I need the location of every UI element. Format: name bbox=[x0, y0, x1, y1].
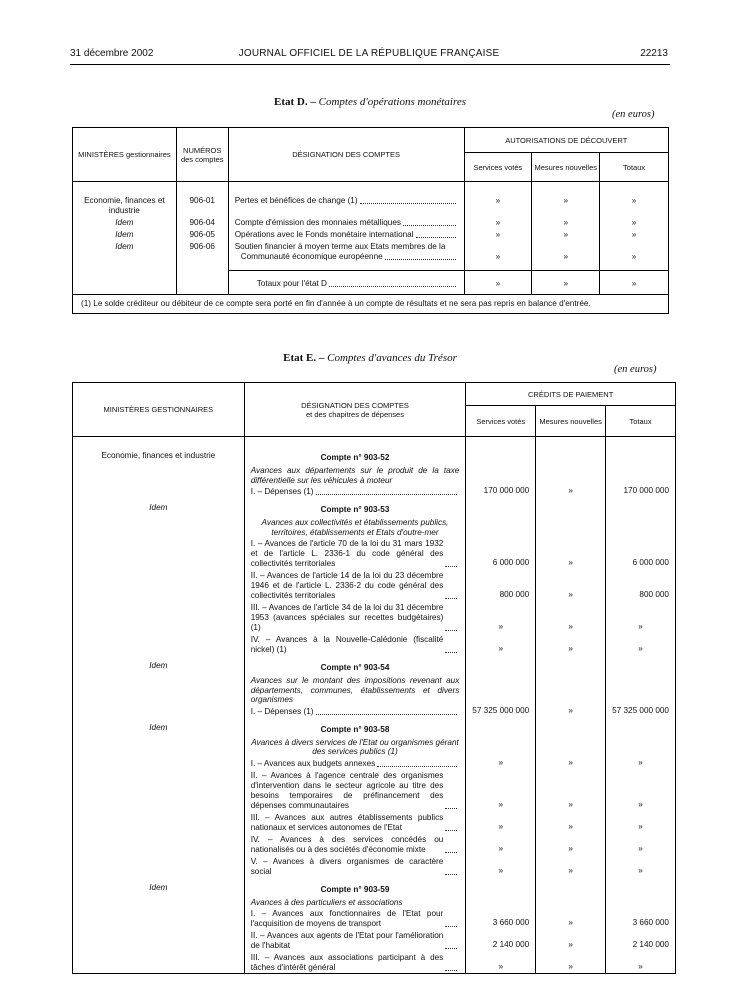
block-intitule: Avances sur le montant des impositions revenant aux départements, communes, établissements et divers organismes bbox=[250, 676, 460, 704]
empty-cell bbox=[536, 717, 606, 757]
block-designation bbox=[244, 877, 466, 908]
col-services-votes: Services votés bbox=[464, 153, 532, 182]
dot-leader bbox=[445, 830, 457, 831]
line-text-wrap bbox=[251, 487, 460, 497]
line-designation bbox=[244, 769, 466, 811]
line-services-votes: » bbox=[466, 833, 536, 855]
line-designation bbox=[244, 633, 466, 655]
line-designation bbox=[244, 929, 466, 951]
row-designation: Soutien financier à moyen terme aux Etats membres de la bbox=[234, 242, 446, 251]
row-sv: » bbox=[464, 182, 532, 217]
line-totaux: » bbox=[606, 769, 676, 811]
empty-cell bbox=[73, 833, 245, 855]
line-text-wrap bbox=[251, 953, 460, 973]
line-services-votes: » bbox=[466, 951, 536, 974]
row-ministere: Idem bbox=[115, 242, 134, 251]
line-mesures-nouvelles: » bbox=[536, 811, 606, 833]
line-text: IV. – Avances à la Nouvelle-Calédonie (fiscalité nickel) (1) bbox=[250, 635, 444, 654]
etat-e-table bbox=[72, 382, 676, 974]
line-text-wrap bbox=[251, 835, 460, 855]
block-ministere: Idem bbox=[149, 722, 168, 732]
compte-block-header bbox=[73, 437, 676, 486]
empty-cell bbox=[73, 537, 245, 569]
empty-cell bbox=[466, 655, 536, 705]
compte-block-header bbox=[73, 497, 676, 537]
line-text: I. – Dépenses (1) bbox=[250, 487, 314, 496]
etat-d-row bbox=[73, 228, 669, 240]
line-mesures-nouvelles: » bbox=[536, 833, 606, 855]
expense-line bbox=[73, 769, 676, 811]
col-designation bbox=[244, 383, 466, 437]
expense-line bbox=[73, 485, 676, 497]
row-sv: » bbox=[464, 228, 532, 240]
block-compte-number: Compte n° 903-59 bbox=[320, 884, 390, 894]
row-mn: » bbox=[532, 228, 600, 240]
line-services-votes: 57 325 000 000 bbox=[466, 705, 536, 717]
row-numero: 906-01 bbox=[176, 182, 228, 217]
line-services-votes: » bbox=[466, 811, 536, 833]
col-designation: DÉSIGNATION DES COMPTES bbox=[228, 128, 464, 182]
row-numero: 906-06 bbox=[176, 240, 228, 271]
line-totaux: » bbox=[606, 951, 676, 974]
empty-cell bbox=[73, 601, 245, 633]
row-numero: 906-04 bbox=[176, 216, 228, 228]
line-totaux: 2 140 000 bbox=[606, 929, 676, 951]
line-services-votes: » bbox=[466, 769, 536, 811]
dot-leader bbox=[445, 970, 457, 971]
col-credits: CRÉDITS DE PAIEMENT bbox=[466, 383, 676, 406]
line-designation bbox=[244, 907, 466, 929]
line-designation bbox=[244, 601, 466, 633]
row-ministere: Idem bbox=[115, 218, 134, 227]
dot-leader bbox=[445, 926, 457, 927]
line-mesures-nouvelles: » bbox=[536, 769, 606, 811]
empty-cell bbox=[606, 497, 676, 537]
col-designation-b: et des chapitres de dépenses bbox=[306, 409, 404, 419]
etat-e-unit: (en euros) bbox=[614, 364, 657, 375]
empty-cell bbox=[73, 485, 245, 497]
line-mesures-nouvelles: » bbox=[536, 601, 606, 633]
line-totaux: » bbox=[606, 855, 676, 877]
total-label: Totaux pour l'état D bbox=[256, 279, 327, 288]
header-rule bbox=[70, 64, 670, 65]
row-designation: Pertes et bénéfices de change (1) bbox=[234, 196, 358, 205]
line-totaux: 800 000 bbox=[606, 569, 676, 601]
line-text: I. – Avances de l'article 70 de la loi du 31 mars 1932 et de l'article L. 2336-1 du code général des collectivités territoriales bbox=[250, 539, 444, 568]
block-designation bbox=[244, 497, 466, 537]
line-text: IV. – Avances à des services concédés ou nationalisés ou à des sociétés d'économie mixte bbox=[250, 834, 444, 854]
block-ministere: Economie, finances et industrie bbox=[101, 451, 216, 460]
line-text-wrap bbox=[251, 539, 460, 569]
expense-line bbox=[73, 855, 676, 877]
etat-d-total-row bbox=[73, 271, 669, 295]
expense-line bbox=[73, 569, 676, 601]
empty-cell bbox=[73, 811, 245, 833]
expense-line bbox=[73, 929, 676, 951]
etat-d-title-bold: Etat D. – bbox=[274, 96, 316, 108]
col-mesures-nouvelles: Mesures nouvelles bbox=[536, 406, 606, 437]
row-designation-cont: Communauté économique européenne bbox=[240, 252, 383, 261]
etat-d-title bbox=[70, 96, 670, 108]
etat-e-title-bold: Etat E. – bbox=[283, 352, 325, 364]
line-totaux: 6 000 000 bbox=[606, 537, 676, 569]
empty-cell bbox=[536, 655, 606, 705]
line-mesures-nouvelles: » bbox=[536, 951, 606, 974]
line-text-wrap bbox=[251, 603, 460, 633]
expense-line bbox=[73, 601, 676, 633]
row-tot: » bbox=[600, 182, 669, 217]
line-services-votes: » bbox=[466, 855, 536, 877]
etat-d-row bbox=[73, 182, 669, 217]
dot-leader bbox=[316, 494, 458, 495]
line-services-votes: 800 000 bbox=[466, 569, 536, 601]
total-tot: » bbox=[600, 271, 669, 295]
row-ministere: Idem bbox=[115, 230, 134, 239]
row-tot: » bbox=[600, 240, 669, 271]
block-designation bbox=[244, 717, 466, 757]
expense-line bbox=[73, 537, 676, 569]
etat-d-unit: (en euros) bbox=[612, 109, 655, 120]
etat-d-title-italic: Comptes d'opérations monétaires bbox=[318, 96, 466, 108]
col-numeros: NUMÉROS des comptes bbox=[176, 128, 228, 182]
row-mn: » bbox=[532, 216, 600, 228]
empty-cell bbox=[73, 769, 245, 811]
empty-cell bbox=[536, 877, 606, 908]
empty-cell bbox=[73, 633, 245, 655]
col-totaux: Totaux bbox=[606, 406, 676, 437]
expense-line bbox=[73, 633, 676, 655]
line-text: II. – Avances de l'article 14 de la loi du 23 décembre 1946 et de l'article L. 2336-2 du code général des collectivités territoriales bbox=[250, 571, 444, 600]
block-compte-number: Compte n° 903-53 bbox=[320, 505, 390, 514]
empty-cell bbox=[73, 855, 245, 877]
col-services-votes: Services votés bbox=[466, 406, 536, 437]
compte-block-header bbox=[73, 655, 676, 705]
row-tot: » bbox=[600, 228, 669, 240]
line-services-votes: » bbox=[466, 601, 536, 633]
block-intitule: Avances à des particuliers et associations bbox=[250, 897, 403, 907]
line-totaux: 3 660 000 bbox=[606, 907, 676, 929]
empty-cell bbox=[606, 655, 676, 705]
line-text: II. – Avances aux agents de l'Etat pour l'amélioration de l'habitat bbox=[250, 931, 444, 950]
line-text-wrap bbox=[251, 707, 460, 717]
line-mesures-nouvelles: » bbox=[536, 569, 606, 601]
empty-cell bbox=[606, 437, 676, 486]
dot-leader bbox=[445, 808, 457, 809]
empty-cell bbox=[606, 717, 676, 757]
line-text: I. – Avances aux budgets annexes bbox=[250, 758, 376, 768]
empty-cell bbox=[466, 877, 536, 908]
expense-line bbox=[73, 811, 676, 833]
expense-line bbox=[73, 833, 676, 855]
empty-cell bbox=[536, 437, 606, 486]
row-designation: Opérations avec le Fonds monétaire international bbox=[234, 230, 414, 239]
etat-d-row bbox=[73, 240, 669, 271]
dot-leader bbox=[445, 598, 457, 599]
line-services-votes: 2 140 000 bbox=[466, 929, 536, 951]
line-designation bbox=[244, 569, 466, 601]
empty-cell bbox=[606, 877, 676, 908]
line-text: II. – Avances à l'agence centrale des organismes d'intervention dans le secteur agricole au titre des besoins temporaires de préfinancement des dépenses communautaires bbox=[250, 770, 444, 810]
row-designation: Compte d'émission des monnaies métalliques bbox=[234, 218, 401, 227]
etat-d-footnote: (1) Le solde créditeur ou débiteur de ce compte sera porté en fin d'année à un compte de résultats et ne sera pas repris en balance d'entrée. bbox=[73, 295, 669, 314]
line-mesures-nouvelles: » bbox=[536, 757, 606, 769]
line-text-wrap bbox=[251, 931, 460, 951]
expense-line bbox=[73, 907, 676, 929]
block-intitule: Avances aux collectivités et établissements publics, territoires, établissements et Etats d'outre-mer bbox=[261, 518, 449, 537]
line-designation bbox=[244, 537, 466, 569]
line-designation bbox=[244, 757, 466, 769]
total-sv: » bbox=[464, 271, 532, 295]
dot-leader bbox=[445, 630, 457, 631]
line-text: V. – Avances à divers organismes de caractère social bbox=[250, 856, 444, 876]
row-mn: » bbox=[532, 240, 600, 271]
row-numero: 906-05 bbox=[176, 228, 228, 240]
etat-e-title-italic: Comptes d'avances du Trésor bbox=[327, 352, 457, 364]
row-sv: » bbox=[464, 216, 532, 228]
line-totaux: » bbox=[606, 633, 676, 655]
empty-cell bbox=[73, 569, 245, 601]
col-ministeres: MINISTÈRES gestionnaires bbox=[73, 128, 177, 182]
line-mesures-nouvelles: » bbox=[536, 855, 606, 877]
etat-e-title bbox=[70, 352, 670, 364]
row-ministere: Economie, finances et industrie bbox=[84, 196, 165, 215]
block-compte-number: Compte n° 903-54 bbox=[320, 663, 390, 672]
col-autorisations: AUTORISATIONS DE DÉCOUVERT bbox=[464, 128, 669, 153]
empty-cell bbox=[466, 497, 536, 537]
line-text-wrap bbox=[251, 909, 460, 929]
col-designation-a: DÉSIGNATION DES COMPTES bbox=[301, 400, 409, 410]
empty-cell bbox=[73, 757, 245, 769]
line-text-wrap bbox=[251, 759, 460, 769]
block-designation bbox=[244, 655, 466, 705]
block-compte-number: Compte n° 903-52 bbox=[320, 453, 390, 462]
line-designation bbox=[244, 951, 466, 974]
expense-line bbox=[73, 705, 676, 717]
header-page-number: 22213 bbox=[640, 48, 668, 59]
block-intitule: Avances aux départements sur le produit de la taxe différentielle sur les véhicules à moteur bbox=[250, 466, 460, 485]
dot-leader bbox=[445, 852, 457, 853]
dot-leader bbox=[445, 874, 457, 875]
empty-cell bbox=[466, 437, 536, 486]
line-text-wrap bbox=[251, 571, 460, 601]
line-designation bbox=[244, 485, 466, 497]
line-services-votes: 170 000 000 bbox=[466, 485, 536, 497]
line-services-votes: 3 660 000 bbox=[466, 907, 536, 929]
empty-cell bbox=[73, 951, 245, 974]
line-totaux: » bbox=[606, 757, 676, 769]
compte-block-header bbox=[73, 717, 676, 757]
line-mesures-nouvelles: » bbox=[536, 633, 606, 655]
line-text: III. – Avances aux autres établissements publics nationaux et services autonomes de l'Etat bbox=[250, 812, 444, 832]
line-text: I. – Avances aux fonctionnaires de l'Etat pour l'acquisition de moyens de transport bbox=[250, 909, 444, 928]
line-designation bbox=[244, 811, 466, 833]
line-totaux: » bbox=[606, 833, 676, 855]
header-date: 31 décembre 2002 bbox=[70, 48, 154, 59]
empty-cell bbox=[73, 705, 245, 717]
expense-line bbox=[73, 951, 676, 974]
col-ministeres: MINISTÈRES GESTIONNAIRES bbox=[73, 383, 245, 437]
line-totaux: » bbox=[606, 601, 676, 633]
header-journal: JOURNAL OFFICIEL DE LA RÉPUBLIQUE FRANÇAISE bbox=[238, 48, 500, 59]
line-text-wrap bbox=[251, 771, 460, 811]
line-services-votes: » bbox=[466, 633, 536, 655]
line-designation bbox=[244, 833, 466, 855]
line-services-votes: 6 000 000 bbox=[466, 537, 536, 569]
etat-d-table bbox=[72, 127, 669, 314]
line-mesures-nouvelles: » bbox=[536, 907, 606, 929]
empty-cell bbox=[466, 717, 536, 757]
block-ministere: Idem bbox=[149, 661, 168, 670]
col-mesures-nouvelles: Mesures nouvelles bbox=[532, 153, 600, 182]
row-mn: » bbox=[532, 182, 600, 217]
block-designation bbox=[244, 437, 466, 486]
expense-line bbox=[73, 757, 676, 769]
empty-cell bbox=[73, 907, 245, 929]
page-header bbox=[70, 48, 668, 62]
line-text-wrap bbox=[251, 813, 460, 833]
dot-leader bbox=[445, 566, 457, 567]
dot-leader bbox=[377, 766, 457, 767]
line-mesures-nouvelles: » bbox=[536, 537, 606, 569]
empty-cell bbox=[73, 929, 245, 951]
dot-leader bbox=[445, 652, 457, 653]
total-mn: » bbox=[532, 271, 600, 295]
line-text: I. – Dépenses (1) bbox=[250, 706, 314, 716]
dot-leader bbox=[445, 948, 457, 949]
empty-cell bbox=[536, 497, 606, 537]
line-services-votes: » bbox=[466, 757, 536, 769]
line-mesures-nouvelles: » bbox=[536, 485, 606, 497]
block-ministere: Idem bbox=[149, 503, 168, 512]
etat-d-row bbox=[73, 216, 669, 228]
line-totaux: 57 325 000 000 bbox=[606, 705, 676, 717]
line-mesures-nouvelles: » bbox=[536, 705, 606, 717]
line-text: III. – Avances aux associations participant à des tâches d'intérêt général bbox=[250, 953, 444, 972]
line-text-wrap bbox=[251, 635, 460, 655]
col-totaux: Totaux bbox=[600, 153, 669, 182]
block-ministere: Idem bbox=[149, 882, 168, 892]
dot-leader bbox=[316, 714, 458, 715]
line-text: III. – Avances de l'article 34 de la loi du 31 décembre 1953 (avances spéciales sur recettes budgétaires) (1) bbox=[250, 603, 444, 632]
line-totaux: 170 000 000 bbox=[606, 485, 676, 497]
line-totaux: » bbox=[606, 811, 676, 833]
line-mesures-nouvelles: » bbox=[536, 929, 606, 951]
block-intitule: Avances à divers services de l'Etat ou organismes gérant des services publics (1) bbox=[251, 737, 459, 756]
line-designation bbox=[244, 705, 466, 717]
line-designation bbox=[244, 855, 466, 877]
row-tot: » bbox=[600, 216, 669, 228]
block-compte-number: Compte n° 903-58 bbox=[320, 724, 390, 734]
line-text-wrap bbox=[251, 857, 460, 877]
row-sv: » bbox=[464, 240, 532, 271]
compte-block-header bbox=[73, 877, 676, 908]
